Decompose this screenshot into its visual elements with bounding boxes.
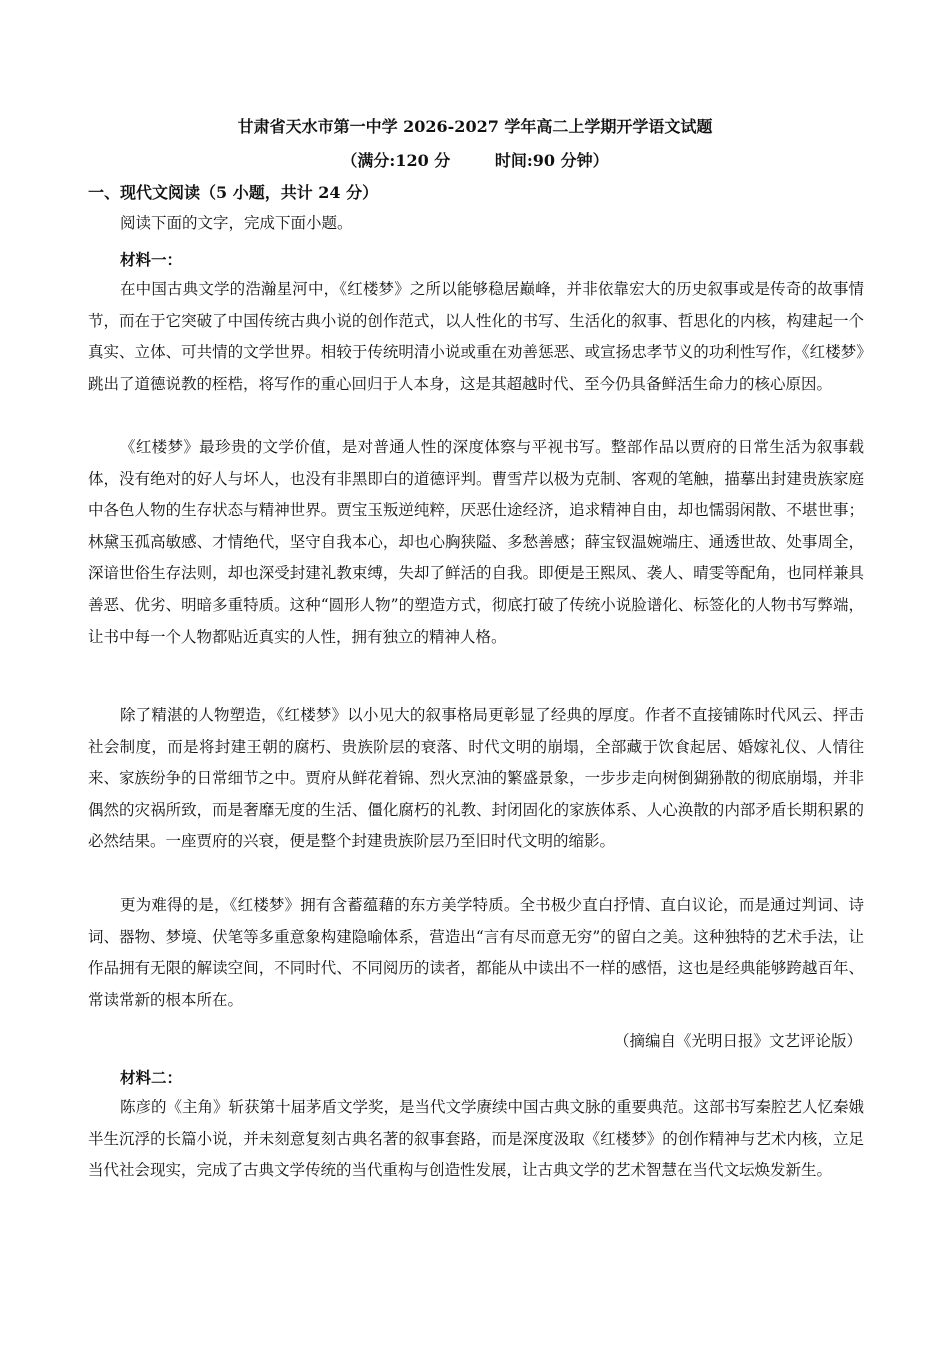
reading-instruction: 阅读下面的文字，完成下面小题。 (120, 214, 353, 232)
material1-paragraph: 更为难得的是，《红楼梦》拥有含蓄蕴藉的东方美学特质。全书极少直白抒情、直白议论，而是通过判词、诗词、器物、梦境、伏笔等多重意象构建隐喻体系，营造出“言有尽而意无穷”的留白之美。这种独特的艺术手法，让作品拥有无限的解读空间，不同时代、不同阅历的读者，都能从中读出不一样的感悟，这也是经典能够跨越百年、常读常新的根本所在。 (88, 896, 864, 1009)
section-heading: 一、现代文阅读（5 小题，共计 24 分） (88, 183, 379, 202)
exam-title: 甘肃省天水市第一中学 2026-2027 学年高二上学期开学语文试题 (237, 117, 713, 136)
material2-paragraph: 陈彦的《主角》斩获第十届茅盾文学奖，是当代文学赓续中国古典文脉的重要典范。这部书写秦腔艺人忆秦娥半生沉浮的长篇小说，并未刻意复刻古典名著的叙事套路，而是深度汲取《红楼梦》的创作精神与艺术内核，立足当代社会现实，完成了古典文学传统的当代重构与创造性发展，让古典文学的艺术智慧在当代文坛焕发新生。 (88, 1098, 865, 1180)
exam-subtitle: （满分:120 分 时间:90 分钟） (341, 151, 609, 170)
material1-paragraph: 在中国古典文学的浩瀚星河中，《红楼梦》之所以能够稳居巅峰，并非依靠宏大的历史叙事或是传奇的故事情节，而在于它突破了中国传统古典小说的创作范式，以人性化的书写、生活化的叙事、哲思化的内核，构建起一个真实、立体、可共情的文学世界。相较于传统明清小说或重在劝善惩恶、或宣扬忠孝节义的功利性写作，《红楼梦》跳出了道德说教的桎梏，将写作的重心回归于人本身，这是其超越时代、至今仍具备鲜活生命力的核心原因。 (88, 280, 864, 393)
material1-source: （摘编自《光明日报》文艺评论版） (613, 1032, 862, 1050)
material2-label: 材料二： (120, 1068, 183, 1087)
material1-paragraph: 除了精湛的人物塑造，《红楼梦》以小见大的叙事格局更彰显了经典的厚度。作者不直接铺陈时代风云、抨击社会制度，而是将封建王朝的腐朽、贵族阶层的衰落、时代文明的崩塌，全部藏于饮食起居、婚嫁礼仪、人情往来、家族纷争的日常细节之中。贾府从鲜花着锦、烈火烹油的繁盛景象，一步步走向树倒猢狲散的彻底崩塌，并非偶然的灾祸所致，而是奢靡无度的生活、僵化腐朽的礼教、封闭固化的家族体系、人心涣散的内部矛盾长期积累的必然结果。一座贾府的兴衰，便是整个封建贵族阶层乃至旧时代文明的缩影。 (88, 706, 864, 851)
material1-paragraph: 《红楼梦》最珍贵的文学价值，是对普通人性的深度体察与平视书写。整部作品以贾府的日常生活为叙事载体，没有绝对的好人与坏人，也没有非黑即白的道德评判。曹雪芹以极为克制、客观的笔触，描摹出封建贵族家庭中各色人物的生存状态与精神世界。贾宝玉叛逆纯粹，厌恶仕途经济，追求精神自由，却也懦弱闲散、不堪世事；林黛玉孤高敏感、才情绝代，坚守自我本心，却也心胸狭隘、多愁善感；薛宝钗温婉端庄、通透世故、处事周全，深谙世俗生存法则，却也深受封建礼教束缚，失却了鲜活的自我。即便是王熙凤、袭人、晴雯等配角，也同样兼具善恶、优劣、明暗多重特质。这种“圆形人物”的塑造方式，彻底打破了传统小说脸谱化、标签化的人物书写弊端，让书中每一个人物都贴近真实的人性，拥有独立的精神人格。 (88, 438, 864, 646)
material1-label: 材料一： (120, 250, 183, 269)
